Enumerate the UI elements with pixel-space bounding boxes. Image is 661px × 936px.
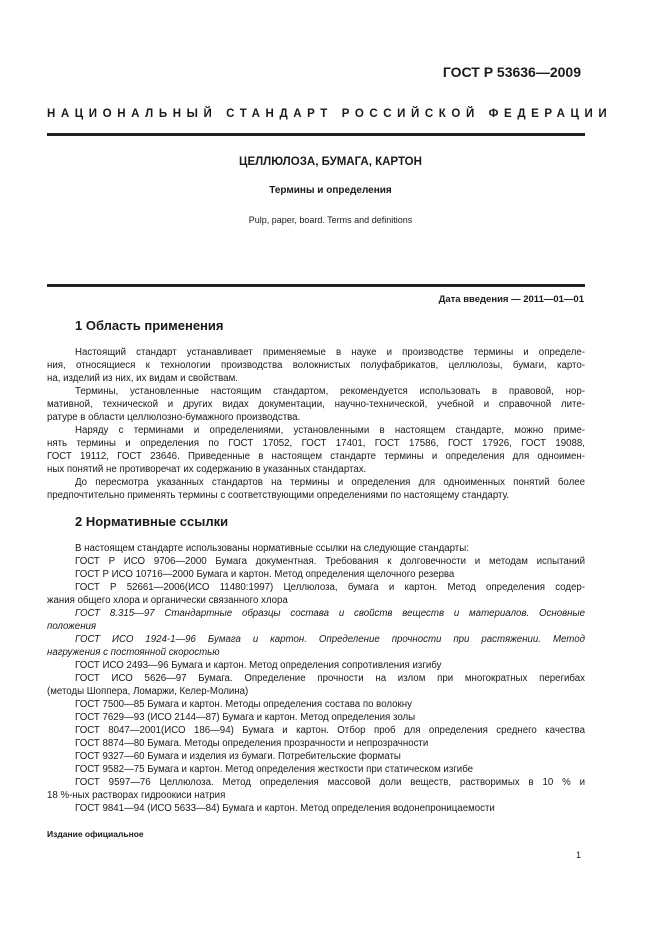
national-standard-banner: НАЦИОНАЛЬНЫЙ СТАНДАРТ РОССИЙСКОЙ ФЕДЕРАЦИИ	[47, 108, 613, 120]
text-line: В настоящем стандарте использованы нормативные ссылки на следующие стандарты:	[75, 543, 469, 554]
reference-line: ГОСТ 9841—94 (ИСО 5633—84) Бумага и картон. Метод определения водонепроницаемости	[75, 803, 495, 814]
reference-line: ГОСТ 9582—75 Бумага и картон. Метод определения жесткости при статическом изгибе	[75, 764, 474, 775]
section-1-heading: 1 Область применения	[75, 318, 224, 333]
text-line: ния, относящиеся к технологии производства волокнистых полуфабрикатов, целлюлозы, бумаги, карто-	[47, 360, 585, 371]
date-of-introduction: Дата введения — 2011—01—01	[438, 294, 584, 305]
reference-line: ГОСТ 7629—93 (ИСО 2144—87) Бумага и картон. Метод определения золы	[75, 712, 416, 723]
page-number: 1	[575, 850, 581, 860]
reference-line: жания общего хлора и органически связанного хлора	[47, 595, 288, 606]
reference-line: ГОСТ 9327—60 Бумага и изделия из бумаги. Потребительские форматы	[75, 751, 401, 762]
reference-line: ГОСТ 9597—76 Целлюлоза. Метод определения массовой доли веществ, растворимых в 10 % и	[75, 777, 585, 788]
reference-line: ГОСТ 7500—85 Бумага и картон. Методы определения состава по волокну	[75, 699, 412, 710]
gost-code: ГОСТ Р 53636—2009	[442, 64, 581, 80]
reference-line: ГОСТ Р ИСО 9706—2000 Бумага документная. Требования к долговечности и методам испытаний	[75, 556, 585, 567]
header-rule	[47, 133, 585, 136]
reference-line: ГОСТ ИСО 1924-1—96 Бумага и картон. Определение прочности при растяжении. Метод	[75, 634, 585, 645]
text-line: на, изделий из них, их видам и свойствам.	[47, 373, 238, 384]
reference-line: ГОСТ 8047—2001(ИСО 186—94) Бумага и картон. Отбор проб для определения среднего качества	[75, 725, 585, 736]
document-subtitle: Термины и определения	[269, 185, 392, 196]
section-2-body	[47, 542, 585, 815]
reference-line: 18 %-ных растворах гидроокиси натрия	[47, 790, 226, 801]
text-line: Термины, установленные настоящим стандартом, рекомендуется использовать в правовой, нор-	[75, 386, 585, 397]
document-title: ЦЕЛЛЮЛОЗА, БУМАГА, КАРТОН	[239, 156, 422, 168]
text-line: нять термины и определения по ГОСТ 17052, ГОСТ 17401, ГОСТ 17586, ГОСТ 17926, ГОСТ 19088,	[47, 438, 585, 449]
reference-line: ГОСТ 8.315—97 Стандартные образцы состава и свойств веществ и материалов. Основные	[75, 608, 585, 619]
reference-line: ГОСТ Р 52661—2006(ИСО 11480:1997) Целлюлоза, бумага и картон. Метод определения содер-	[75, 582, 585, 593]
text-line: Наряду с терминами и определениями, установленными в настоящем стандарте, можно приме-	[75, 425, 585, 436]
section-2-heading: 2 Нормативные ссылки	[75, 514, 229, 529]
reference-line: ГОСТ 8874—80 Бумага. Методы определения прозрачности и непрозрачности	[75, 738, 429, 749]
reference-line: ГОСТ ИСО 5626—97 Бумага. Определение прочности на излом при многократных перегибах	[75, 673, 585, 684]
text-line: ратуре в области целлюлозно-бумажного производства.	[47, 412, 301, 423]
reference-line: положения	[47, 621, 97, 632]
edition-label: Издание официальное	[47, 829, 144, 839]
reference-line: ГОСТ Р ИСО 10716—2000 Бумага и картон. Метод определения щелочного резерва	[75, 569, 455, 580]
document-title-english: Pulp, paper, board. Terms and definitions	[248, 215, 413, 225]
text-line: ных понятий не противоречат их содержанию в указанных стандартах.	[47, 464, 367, 475]
section-1-body	[47, 346, 585, 502]
reference-line: (методы Шоппера, Ломаржи, Келер-Молина)	[47, 686, 249, 697]
title-rule	[47, 284, 585, 287]
text-line: мативной, технической и других видах документации, научно-технической, учебной и справочной лите-	[47, 399, 585, 410]
reference-line: ГОСТ ИСО 2493—96 Бумага и картон. Метод определения сопротивления изгибу	[75, 660, 442, 671]
text-line: ГОСТ 19112, ГОСТ 23646. Приведенные в настоящем стандарте термины и определения для одноимен-	[47, 451, 585, 462]
text-line: предпочтительно применять термины с соответствующими определениями по настоящему стандарту.	[47, 490, 510, 501]
text-line: Настоящий стандарт устанавливает применяемые в науке и производстве термины и определе-	[75, 347, 585, 358]
text-line: До пересмотра указанных стандартов на термины и определения для одноименных понятий более	[75, 477, 585, 488]
reference-line: нагружения с постоянной скоростью	[47, 647, 220, 658]
